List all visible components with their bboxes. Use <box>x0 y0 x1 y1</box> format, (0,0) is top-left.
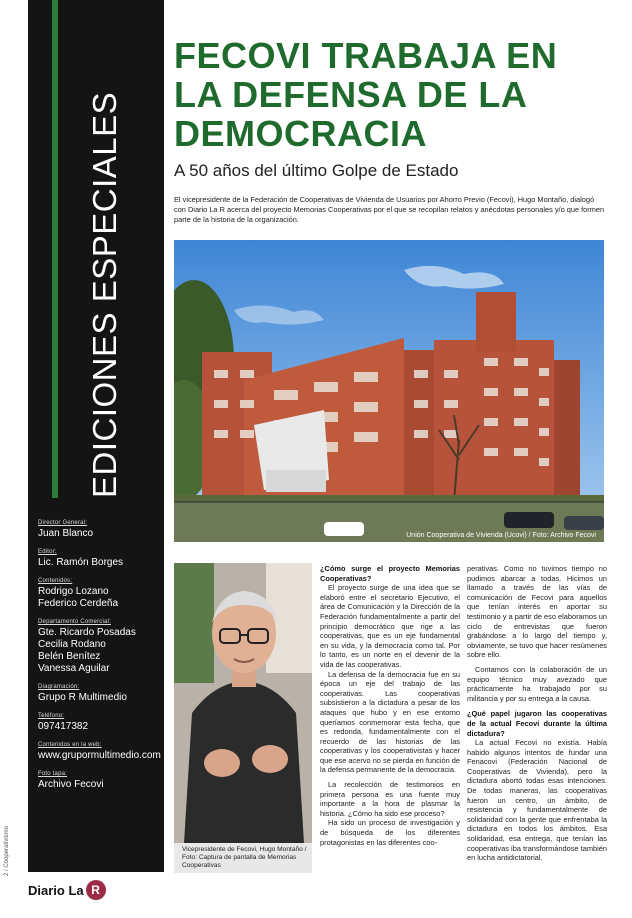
page-marker: 2 / Cooperativismo <box>4 825 10 876</box>
credit-label: Editor: <box>38 549 57 555</box>
paragraph: La defensa de la democracia fue en su época un eje del trabajo de las cooperativas. Las cooperativas subsistieron a la dictadura a pesar de los ataques que hubo y en ese entorno queríamos conmemorar esta fecha, que es redonda, fundamentalmente con el recuerdo de las historias de las cooperativas y los cooperativistas y hacer que ese acervo no se pierda en función de la defensa permanente de la democracia. <box>320 669 460 775</box>
headline: FECOVI TRABAJA EN LA DEFENSA DE LA DEMOCRACIA <box>174 35 558 154</box>
credit-value: Lic. Ramón Borges <box>38 557 124 568</box>
credit-web <box>38 742 162 762</box>
credit-value: Grupo R Multimedio <box>38 692 127 703</box>
credit-value: Archivo Fecovi <box>38 779 104 790</box>
credit-director <box>38 520 162 540</box>
credit-editor <box>38 549 162 569</box>
question-heading: ¿Qué papel jugaron las cooperativas de la actual Fecovi durante la última dictadura? <box>467 709 607 738</box>
portrait-caption: Vicepresidente de Fecovi, Hugo Montaño / Foto: Captura de pantalla de Memorias Cooperativas <box>174 843 312 873</box>
credit-diagramacion <box>38 684 162 704</box>
paragraph: El proyecto surge de una idea que se elaboró entre el secretario Ejecutivo, el área de Comunicación y la Dirección de la Federación fundamentalmente a partir del principio democrático que rige a las cooperativas, que es un eje fundamental en su vida, y la democracia como tal. Por lo tanto, es un norte en el devenir de la vida de las cooperativas. <box>320 583 460 669</box>
credit-telefono <box>38 713 162 733</box>
paragraph: La recolección de testimonios en primera persona es una fuente muy importante a la hora de plasmar la historia. ¿Cómo ha sido ese proceso? <box>320 780 460 818</box>
credit-label: Director General: <box>38 520 88 526</box>
credit-value: Rodrigo Lozano Federico Cerdeña <box>38 586 119 609</box>
credit-label: Foto tapa: <box>38 771 68 777</box>
logo-mark: R <box>86 880 106 900</box>
credit-foto-tapa <box>38 771 162 791</box>
logo-text: Diario La <box>28 882 84 898</box>
credit-comercial <box>38 619 162 675</box>
article-column-1 <box>320 564 460 847</box>
credit-value: Juan Blanco <box>38 528 94 539</box>
credit-label: Contenidos en la web: <box>38 742 102 748</box>
paragraph: La actual Fecovi no existía. Había habido algunos intentos de fundar una Fenacovi (Federación Nacional de Cooperativas de Vivienda), pero la dictadura abortó todas esas intenciones. De todas maneras, las cooperativas fueron un centro, un ámbito, de resistencia y fundamentalmente de solidaridad con la gente que enfrentaba la dictadura en todos los ámbitos. Esa solidaridad, esa entrega, que tenían las cooperativas iba transformándose también en lucha antidictatorial. <box>467 738 607 863</box>
photo-caption: Unión Cooperativa de Vivienda (Ucovi) / Foto: Archivo Fecovi <box>406 532 596 539</box>
portrait-illustration <box>174 563 312 843</box>
accent-bar <box>52 0 58 498</box>
credit-label: Departamento Comercial: <box>38 619 111 625</box>
portrait-photo <box>174 563 312 873</box>
paragraph: perativas. Como no tuvimos tiempo no pudimos abarcar a todas. Hicimos un llamado a través de las vías de comunicación de Fecovi para aquellos que tenían interés en aportar su testimonio y a partir de eso elaboramos un ciclo de entrevistas que fueron grabándose a lo largo del tiempo y, obviamente, se tuvo que hacer resúmenes sobre ello. <box>467 564 607 660</box>
credit-label: Contenidos: <box>38 578 73 584</box>
credit-value: 097417382 <box>38 721 89 732</box>
credit-label: Teléfono: <box>38 713 65 719</box>
subtitle: A 50 años del último Golpe de Estado <box>174 161 459 180</box>
credit-value: Gte. Ricardo Posadas Cecilia Rodano Belén Benítez Vanessa Aguilar <box>38 627 136 674</box>
building-illustration <box>174 240 604 542</box>
main-photo <box>174 240 604 542</box>
credit-contenidos <box>38 578 162 610</box>
article-column-2 <box>467 564 607 863</box>
publication-logo <box>28 880 106 900</box>
credit-value: www.grupormultimedio.com <box>38 750 161 761</box>
question-heading: ¿Cómo surge el proyecto Memorias Cooperativas? <box>320 564 460 583</box>
lead-paragraph: El vicepresidente de la Federación de Cooperativas de Vivienda de Usuarios por Ahorro Previo (Fecovi), Hugo Montaño, dialogó con Diario La R acerca del proyecto Memorias Cooperativas por el que se recopilan relatos y anécdotas personales y/o que formen parte de la historia de la organización. <box>174 195 605 224</box>
section-title: EDICIONES ESPECIALES <box>86 91 123 498</box>
paragraph: Ha sido un proceso de investigación y de búsqueda de los diferentes protagonistas en las diferentes coo- <box>320 818 460 847</box>
credits-block <box>38 520 162 800</box>
paragraph: Contamos con la colaboración de un equipo técnico muy avezado que prácticamente ha trabajado por su militancia y por su entrega a la causa. <box>467 664 607 703</box>
sidebar <box>28 0 164 872</box>
credit-label: Diagramación: <box>38 684 80 690</box>
